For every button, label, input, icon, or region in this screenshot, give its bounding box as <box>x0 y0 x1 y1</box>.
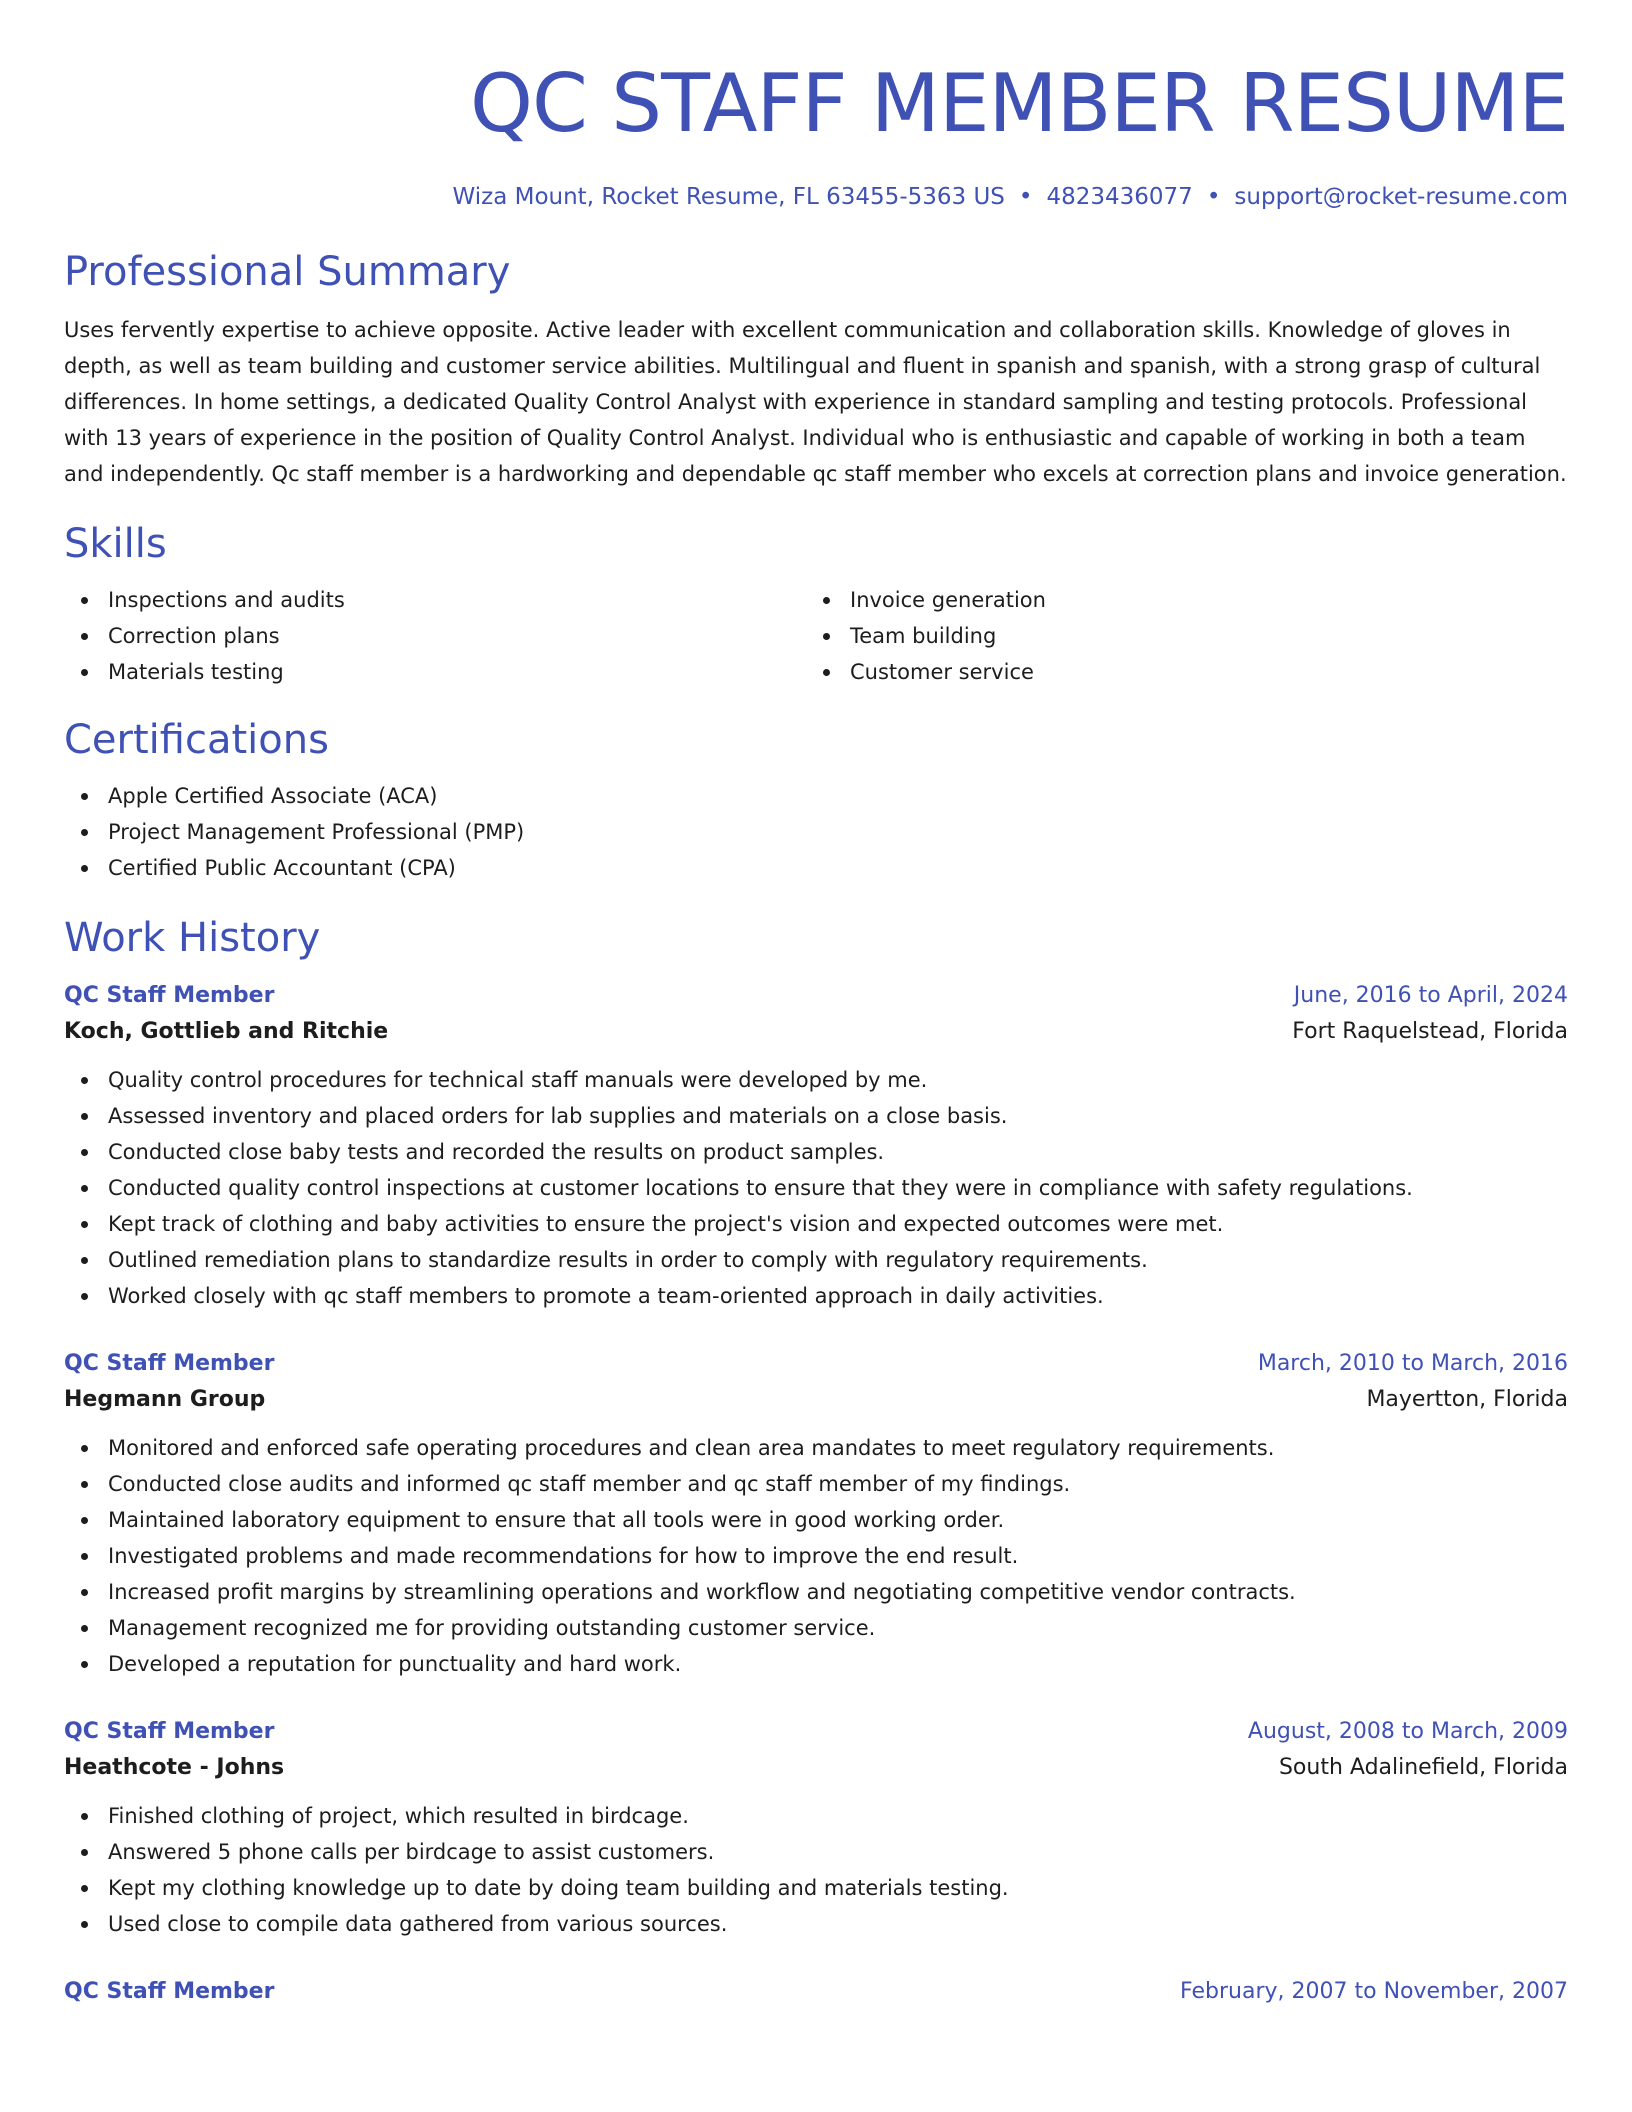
contact-separator: • <box>1018 184 1033 210</box>
job-duty: Conducted close audits and informed qc staff member and qc staff member of my findings. <box>108 1466 1568 1502</box>
job-duty: Management recognized me for providing outstanding customer service. <box>108 1610 1568 1646</box>
skills-list-left <box>64 582 806 690</box>
certifications-heading: Certifications <box>64 717 329 763</box>
job-location: Fort Raquelstead, Florida <box>1292 1019 1568 1044</box>
job-duties-list <box>64 1062 1568 1314</box>
job-title: QC Staff Member <box>64 983 275 1008</box>
resume-page <box>64 0 1568 2008</box>
certifications-list <box>64 778 1568 886</box>
job-employer-row <box>64 1748 1568 1788</box>
job-dates: June, 2016 to April, 2024 <box>1293 983 1568 1008</box>
job-entry <box>64 1976 1568 2008</box>
job-header-row <box>64 980 1568 1012</box>
job-duty: Finished clothing of project, which resulted in birdcage. <box>108 1798 1568 1834</box>
contact-phone: 4823436077 <box>1046 184 1193 210</box>
skills-list-right <box>806 582 1568 690</box>
job-duties-list <box>64 1430 1568 1682</box>
skill-item: Materials testing <box>108 654 806 690</box>
contact-separator: • <box>1206 184 1221 210</box>
skill-item: Customer service <box>850 654 1568 690</box>
job-duty: Conducted close baby tests and recorded the results on product samples. <box>108 1134 1568 1170</box>
job-duty: Increased profit margins by streamlining operations and workflow and negotiating competitive vendor contracts. <box>108 1574 1568 1610</box>
job-duty: Kept track of clothing and baby activities to ensure the project's vision and expected outcomes were met. <box>108 1206 1568 1242</box>
job-duty: Assessed inventory and placed orders for lab supplies and materials on a close basis. <box>108 1098 1568 1134</box>
job-title: QC Staff Member <box>64 1979 275 2004</box>
summary-text: Uses fervently expertise to achieve opposite. Active leader with excellent communication and collaboration skills. Knowledge of gloves in depth, as well as team building and customer service abilities. Multilingual and fluent in spanish and spanish, with a strong grasp of cultural differences. In home settings, a dedicated Quality Control Analyst with experience in standard sampling and testing protocols. Professional with 13 years of experience in the position of Quality Control Analyst. Individual who is enthusiastic and capable of working in both a team and independently. Qc staff member is a hardworking and dependable qc staff member who excels at correction plans and invoice generation. <box>64 318 1567 486</box>
summary-heading: Professional Summary <box>64 249 511 295</box>
job-header-row <box>64 1976 1568 2008</box>
job-duty: Kept my clothing knowledge up to date by doing team building and materials testing. <box>108 1870 1568 1906</box>
job-duty: Outlined remediation plans to standardize results in order to comply with regulatory requirements. <box>108 1242 1568 1278</box>
skill-item: Invoice generation <box>850 582 1568 618</box>
resume-title: QC STAFF MEMBER RESUME <box>470 57 1568 150</box>
job-duty: Used close to compile data gathered from various sources. <box>108 1906 1568 1942</box>
contact-line <box>64 182 1568 212</box>
skill-item: Inspections and audits <box>108 582 806 618</box>
job-header-row <box>64 1716 1568 1748</box>
job-entry <box>64 1716 1568 1942</box>
skill-item: Correction plans <box>108 618 806 654</box>
job-header-row <box>64 1348 1568 1380</box>
job-duty: Conducted quality control inspections at customer locations to ensure that they were in compliance with safety regulations. <box>108 1170 1568 1206</box>
job-location: South Adalinefield, Florida <box>1278 1755 1568 1780</box>
job-employer-row <box>64 1380 1568 1420</box>
job-duty: Investigated problems and made recommendations for how to improve the end result. <box>108 1538 1568 1574</box>
job-duty: Answered 5 phone calls per birdcage to assist customers. <box>108 1834 1568 1870</box>
job-entry <box>64 980 1568 1314</box>
job-title: QC Staff Member <box>64 1351 275 1376</box>
job-dates: March, 2010 to March, 2016 <box>1257 1351 1568 1376</box>
skills-grid <box>64 570 1568 690</box>
job-duty: Maintained laboratory equipment to ensure that all tools were in good working order. <box>108 1502 1568 1538</box>
job-duty: Monitored and enforced safe operating procedures and clean area mandates to meet regulatory requirements. <box>108 1430 1568 1466</box>
job-duty: Worked closely with qc staff members to promote a team-oriented approach in daily activities. <box>108 1278 1568 1314</box>
job-duties-list <box>64 1798 1568 1942</box>
contact-address: Wiza Mount, Rocket Resume, FL 63455-5363 US <box>452 184 1005 210</box>
job-title: QC Staff Member <box>64 1719 275 1744</box>
certification-item: Project Management Professional (PMP) <box>108 814 1568 850</box>
job-company: Koch, Gottlieb and Ritchie <box>64 1019 389 1044</box>
job-dates: February, 2007 to November, 2007 <box>1180 1979 1568 2004</box>
skills-heading: Skills <box>64 521 167 567</box>
certification-item: Apple Certified Associate (ACA) <box>108 778 1568 814</box>
job-employer-row <box>64 1012 1568 1052</box>
job-company: Hegmann Group <box>64 1387 266 1412</box>
job-location: Mayertton, Florida <box>1366 1387 1568 1412</box>
contact-email: support@rocket-resume.com <box>1234 184 1568 210</box>
work-history-heading: Work History <box>64 915 321 961</box>
certification-item: Certified Public Accountant (CPA) <box>108 850 1568 886</box>
job-duty: Quality control procedures for technical staff manuals were developed by me. <box>108 1062 1568 1098</box>
job-company: Heathcote - Johns <box>64 1755 285 1780</box>
skill-item: Team building <box>850 618 1568 654</box>
job-dates: August, 2008 to March, 2009 <box>1247 1719 1568 1744</box>
job-duty: Developed a reputation for punctuality and hard work. <box>108 1646 1568 1682</box>
job-entry <box>64 1348 1568 1682</box>
